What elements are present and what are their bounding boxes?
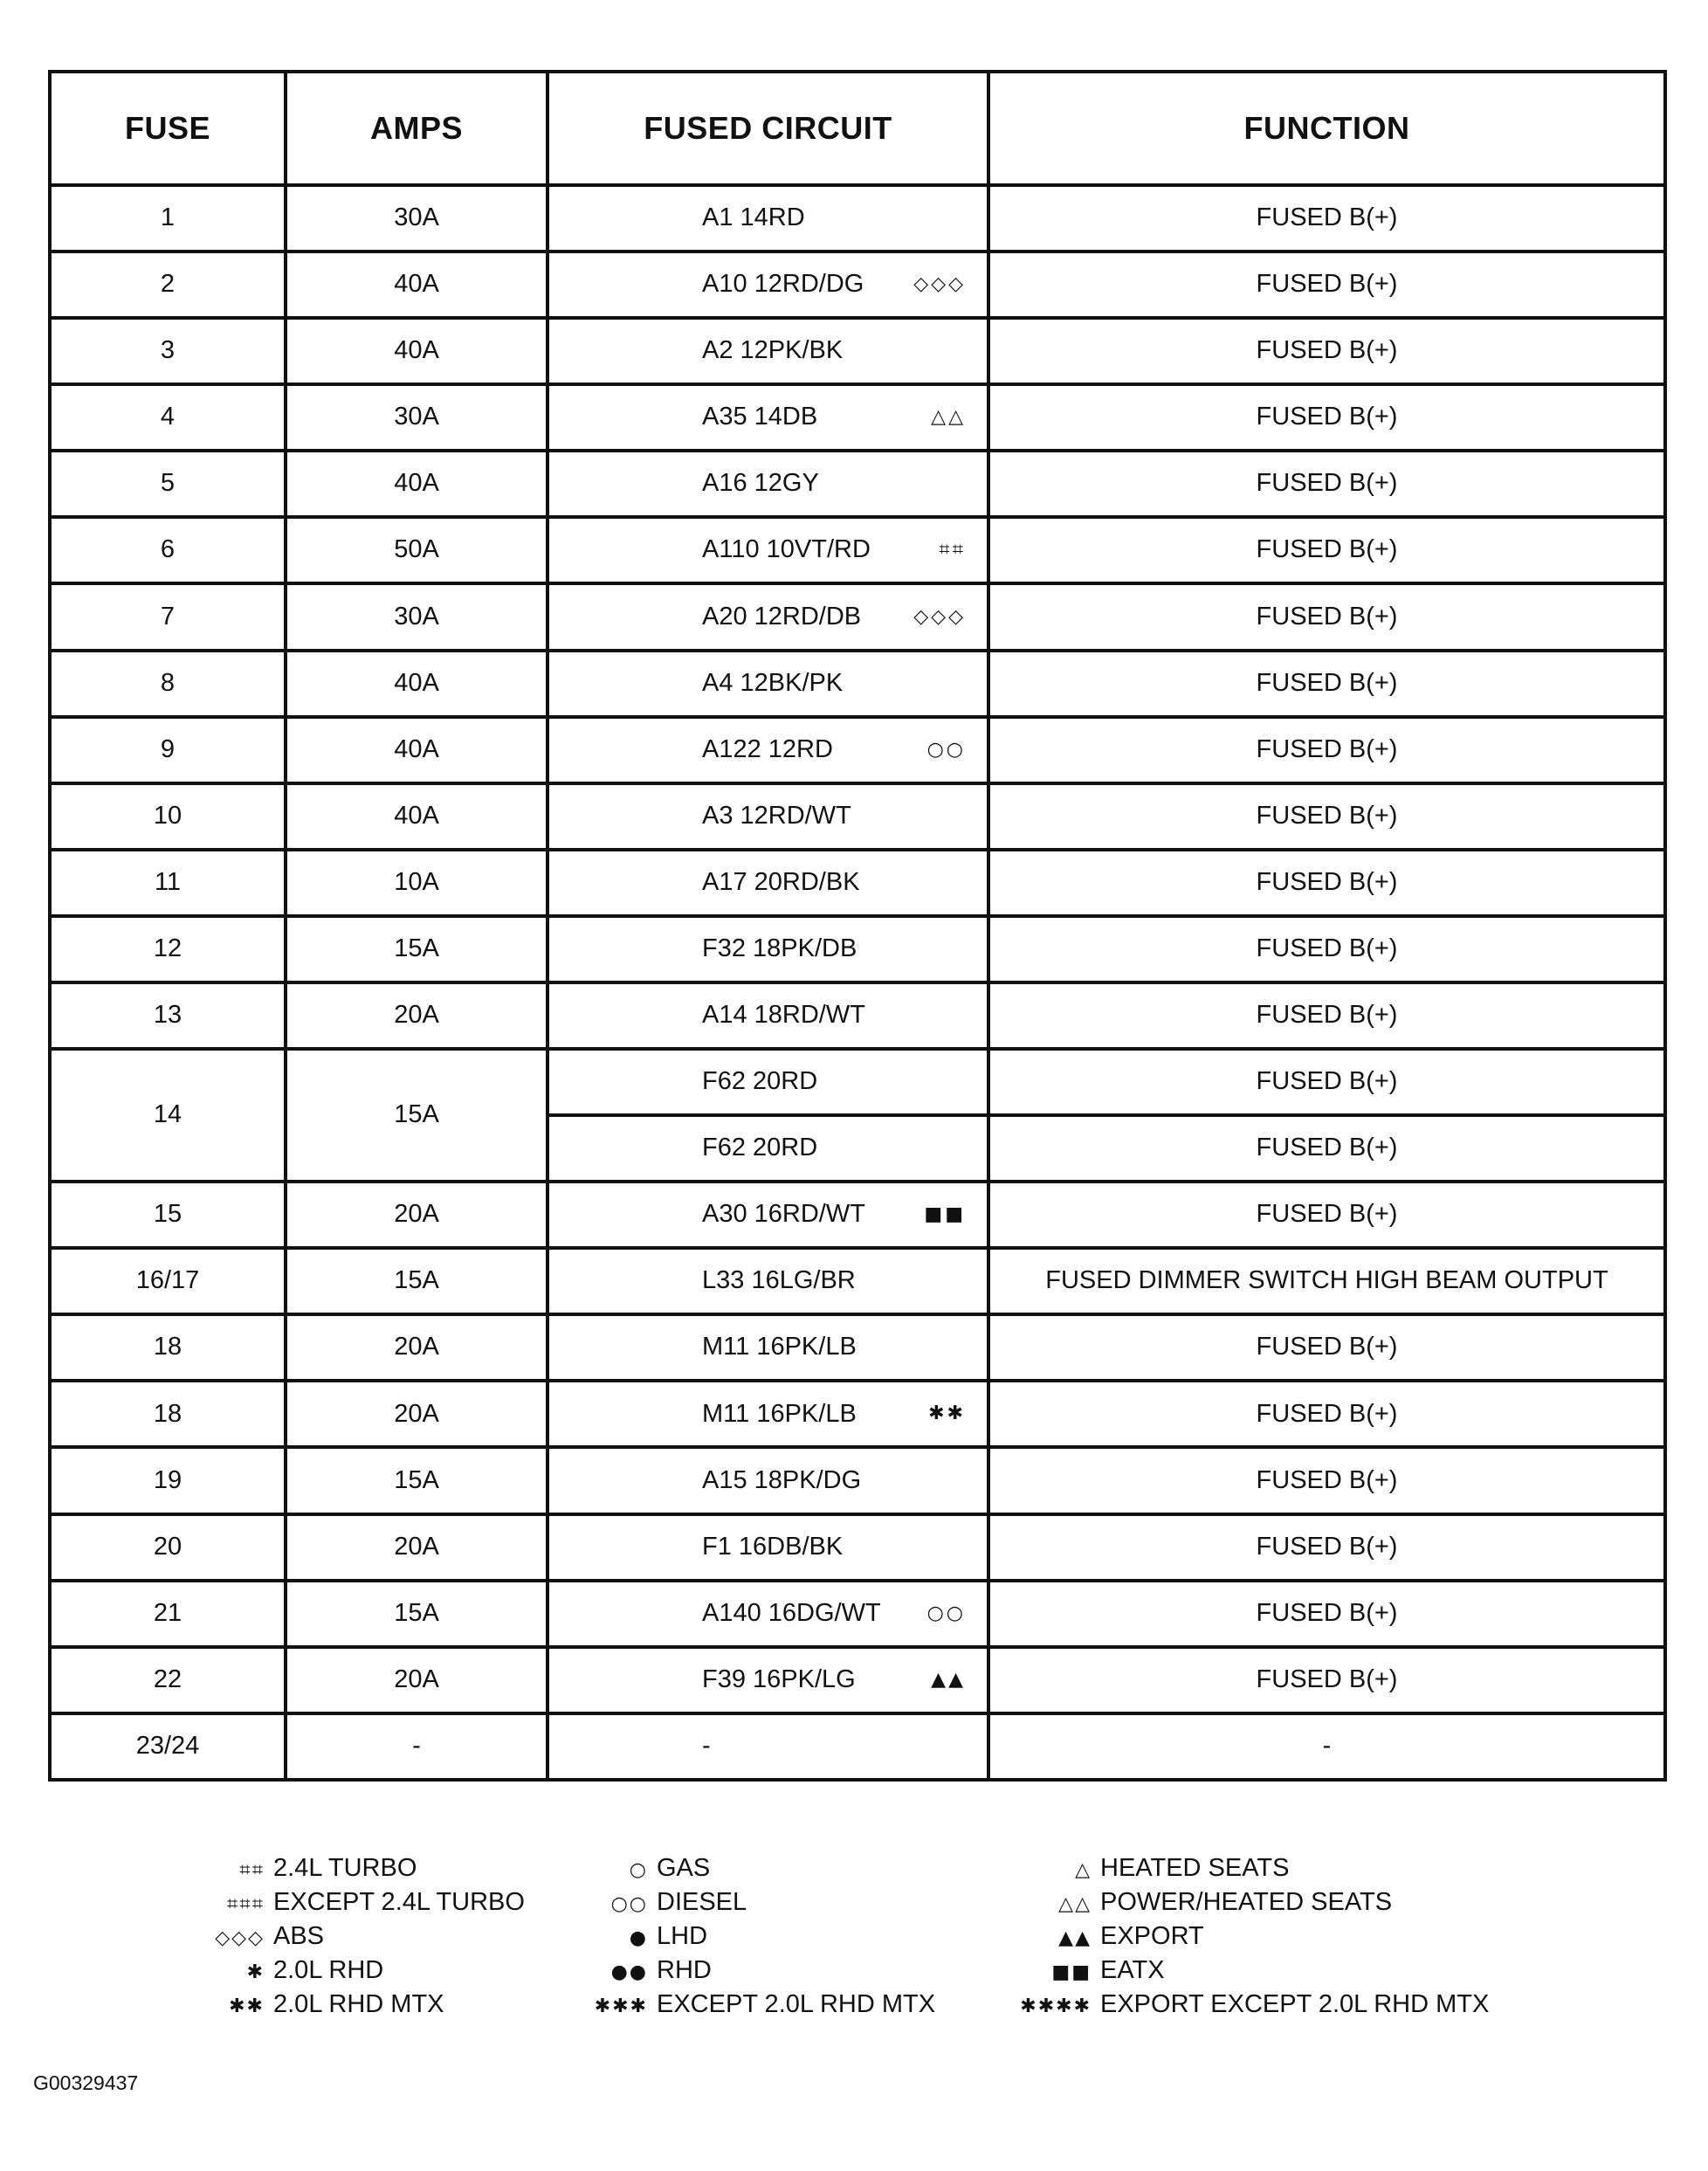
fuse-cell: 6 [50, 517, 286, 583]
fused-circuit-cell [548, 1647, 988, 1713]
amps-cell: 30A [286, 185, 548, 252]
table-row [50, 318, 1665, 384]
fuse-cell: 18 [50, 1381, 286, 1447]
table-row [50, 850, 1665, 916]
fuse-cell: 22 [50, 1647, 286, 1713]
function-cell: FUSED B(+) [988, 1314, 1665, 1381]
fused-circuit-cell [548, 1514, 988, 1581]
circuit-code: A110 10VT/RD [702, 535, 871, 564]
legend-label: 2.0L RHD [273, 1956, 384, 1984]
table-row [50, 783, 1665, 850]
amps-cell: 15A [286, 1248, 548, 1314]
legend-column [1004, 1851, 1489, 2022]
amps-cell: 50A [286, 517, 548, 583]
table-row [50, 1049, 1665, 1115]
circuit-symbol-icon: ◇◇◇ [913, 605, 966, 628]
fused-circuit-cell [548, 1381, 988, 1447]
circuit-code: F32 18PK/DB [702, 934, 857, 962]
circuit-code: A15 18PK/DG [702, 1465, 862, 1494]
function-cell: FUSED B(+) [988, 517, 1665, 583]
amps-cell: 40A [286, 252, 548, 318]
table-row [50, 252, 1665, 318]
circuit-symbol-icon: ■■ [924, 1203, 966, 1226]
legend-symbol-icon: ◇◇◇ [215, 1927, 265, 1949]
legend-symbol-icon: ✱ [246, 1961, 265, 1983]
table-row [50, 1647, 1665, 1713]
function-cell: FUSED B(+) [988, 1049, 1665, 1115]
legend-label: 2.4L TURBO [273, 1854, 417, 1882]
legend-symbol-icon: ⌗⌗ [239, 1859, 265, 1881]
amps-cell: 15A [286, 916, 548, 982]
function-cell: FUSED B(+) [988, 1514, 1665, 1581]
legend-item [188, 1919, 525, 1954]
legend-label: EATX [1100, 1956, 1165, 1984]
fused-circuit-cell [548, 1314, 988, 1381]
fuse-cell: 7 [50, 583, 286, 650]
circuit-symbol-icon: ○○ [926, 1602, 966, 1624]
fused-circuit-cell [548, 1713, 988, 1780]
circuit-code: A35 14DB [702, 403, 818, 431]
circuit-code: A4 12BK/PK [702, 668, 844, 697]
amps-cell: 20A [286, 1514, 548, 1581]
circuit-symbol-icon: ▲▲ [931, 1668, 966, 1691]
amps-cell: 40A [286, 651, 548, 717]
legend-item [1004, 1988, 1489, 2022]
fuse-cell: 10 [50, 783, 286, 850]
legend-item [188, 1988, 525, 2022]
table-row [50, 1447, 1665, 1513]
legend-item [594, 1885, 935, 1919]
circuit-symbol-icon: ✱✱ [928, 1403, 966, 1425]
legend-item [1004, 1919, 1489, 1954]
table-row [50, 583, 1665, 650]
circuit-code: M11 16PK/LB [702, 1333, 857, 1361]
fused-circuit-cell [548, 1581, 988, 1647]
legend-symbol-icon: ✱✱✱✱ [1020, 1995, 1092, 2017]
amps-cell: 40A [286, 318, 548, 384]
fused-circuit-cell [548, 583, 988, 650]
fuse-cell: 4 [50, 384, 286, 451]
fuse-cell: 5 [50, 451, 286, 517]
function-cell: FUSED B(+) [988, 916, 1665, 982]
legend-label: POWER/HEATED SEATS [1100, 1888, 1393, 1916]
circuit-symbol-icon: ⌗⌗ [939, 539, 966, 562]
table-row [50, 916, 1665, 982]
amps-cell: 15A [286, 1049, 548, 1182]
legend [0, 1851, 1708, 2043]
legend-column [188, 1851, 525, 2022]
circuit-code: A10 12RD/DG [702, 270, 864, 299]
fuse-cell: 2 [50, 252, 286, 318]
table-row [50, 384, 1665, 451]
function-cell: FUSED DIMMER SWITCH HIGH BEAM OUTPUT [988, 1248, 1665, 1314]
table-header-row [50, 72, 1665, 185]
fuse-cell: 18 [50, 1314, 286, 1381]
fuse-cell: 8 [50, 651, 286, 717]
legend-symbol-icon: △ [1075, 1859, 1092, 1881]
table-row [50, 1581, 1665, 1647]
fuse-table [48, 70, 1667, 1782]
function-cell: FUSED B(+) [988, 982, 1665, 1049]
circuit-code: L33 16LG/BR [702, 1266, 856, 1295]
legend-symbol-icon: ■■ [1051, 1961, 1092, 1983]
table-row [50, 1381, 1665, 1447]
legend-symbol-icon: ●● [610, 1961, 648, 1983]
circuit-code: A3 12RD/WT [702, 801, 851, 830]
amps-cell: 15A [286, 1447, 548, 1513]
fused-circuit-cell [548, 318, 988, 384]
circuit-code: A2 12PK/BK [702, 336, 844, 365]
function-cell: FUSED B(+) [988, 651, 1665, 717]
legend-symbol-icon: ✱✱ [229, 1995, 265, 2017]
legend-item [1004, 1954, 1489, 1988]
amps-cell: 30A [286, 583, 548, 650]
legend-symbol-icon: ○○ [610, 1893, 648, 1915]
circuit-code: A20 12RD/DB [702, 602, 862, 631]
amps-cell: - [286, 1713, 548, 1780]
table-row [50, 517, 1665, 583]
legend-item [1004, 1851, 1489, 1885]
legend-label: DIESEL [657, 1888, 747, 1916]
fused-circuit-cell [548, 252, 988, 318]
function-cell: - [988, 1713, 1665, 1780]
circuit-symbol-icon: ◇◇◇ [913, 273, 966, 296]
table-row [50, 651, 1665, 717]
legend-symbol-icon: ● [629, 1927, 648, 1949]
legend-label: 2.0L RHD MTX [273, 1990, 444, 2018]
fuse-cell: 13 [50, 982, 286, 1049]
fuse-cell: 14 [50, 1049, 286, 1182]
amps-cell: 40A [286, 783, 548, 850]
fused-circuit-cell [548, 1447, 988, 1513]
function-cell: FUSED B(+) [988, 1447, 1665, 1513]
circuit-code: A122 12RD [702, 734, 833, 763]
amps-cell: 20A [286, 1647, 548, 1713]
table-row [50, 1514, 1665, 1581]
fused-circuit-cell [548, 1115, 988, 1182]
fuse-cell: 16/17 [50, 1248, 286, 1314]
circuit-code: A30 16RD/WT [702, 1200, 865, 1229]
function-cell: FUSED B(+) [988, 783, 1665, 850]
figure-id: G00329437 [33, 2071, 139, 2094]
fused-circuit-cell [548, 1182, 988, 1248]
fuse-cell: 9 [50, 717, 286, 783]
legend-label: ABS [273, 1922, 325, 1950]
fused-circuit-cell [548, 850, 988, 916]
fused-circuit-cell [548, 185, 988, 252]
amps-cell: 15A [286, 1581, 548, 1647]
circuit-symbol-icon: △△ [931, 406, 966, 429]
fused-circuit-cell [548, 783, 988, 850]
function-cell: FUSED B(+) [988, 318, 1665, 384]
legend-label: LHD [657, 1922, 708, 1950]
fused-circuit-cell [548, 982, 988, 1049]
table-row [50, 1713, 1665, 1780]
legend-symbol-icon: ⌗⌗⌗ [226, 1893, 265, 1915]
fused-circuit-cell [548, 1248, 988, 1314]
legend-symbol-icon: ✱✱✱ [594, 1995, 648, 2017]
circuit-code: A1 14RD [702, 203, 805, 232]
legend-item [188, 1954, 525, 1988]
amps-cell: 20A [286, 982, 548, 1049]
circuit-code: A140 16DG/WT [702, 1598, 881, 1627]
legend-symbol-icon: ▲▲ [1058, 1927, 1092, 1949]
fused-circuit-cell [548, 1049, 988, 1115]
header-amps: AMPS [286, 72, 548, 185]
legend-label: EXPORT [1100, 1922, 1204, 1950]
fuse-cell: 11 [50, 850, 286, 916]
circuit-code: F62 20RD [702, 1134, 818, 1162]
legend-symbol-icon: ○ [629, 1859, 648, 1881]
amps-cell: 40A [286, 717, 548, 783]
amps-cell: 20A [286, 1314, 548, 1381]
legend-item [594, 1954, 935, 1988]
table-row [50, 1314, 1665, 1381]
function-cell: FUSED B(+) [988, 717, 1665, 783]
function-cell: FUSED B(+) [988, 850, 1665, 916]
table-row [50, 717, 1665, 783]
legend-symbol-icon: △△ [1058, 1893, 1092, 1915]
circuit-code: M11 16PK/LB [702, 1399, 857, 1428]
fuse-cell: 19 [50, 1447, 286, 1513]
header-fused-circuit: FUSED CIRCUIT [548, 72, 988, 185]
fuse-cell: 21 [50, 1581, 286, 1647]
function-cell: FUSED B(+) [988, 1182, 1665, 1248]
legend-item [594, 1988, 935, 2022]
legend-item [594, 1919, 935, 1954]
circuit-code: A17 20RD/BK [702, 867, 860, 896]
legend-label: EXCEPT 2.0L RHD MTX [657, 1990, 936, 2018]
function-cell: FUSED B(+) [988, 1647, 1665, 1713]
table-row [50, 982, 1665, 1049]
circuit-code: F1 16DB/BK [702, 1532, 844, 1561]
fused-circuit-cell [548, 916, 988, 982]
function-cell: FUSED B(+) [988, 1581, 1665, 1647]
circuit-code: F62 20RD [702, 1067, 818, 1096]
fuse-cell: 1 [50, 185, 286, 252]
table-row [50, 1182, 1665, 1248]
function-cell: FUSED B(+) [988, 451, 1665, 517]
fused-circuit-cell [548, 517, 988, 583]
legend-label: EXCEPT 2.4L TURBO [273, 1888, 525, 1916]
fuse-cell: 3 [50, 318, 286, 384]
circuit-code: A14 18RD/WT [702, 1001, 865, 1030]
header-function: FUNCTION [988, 72, 1665, 185]
amps-cell: 40A [286, 451, 548, 517]
amps-cell: 10A [286, 850, 548, 916]
amps-cell: 30A [286, 384, 548, 451]
function-cell: FUSED B(+) [988, 252, 1665, 318]
circuit-code: F39 16PK/LG [702, 1664, 856, 1693]
function-cell: FUSED B(+) [988, 1381, 1665, 1447]
amps-cell: 20A [286, 1381, 548, 1447]
circuit-code: A16 12GY [702, 469, 819, 498]
legend-label: EXPORT EXCEPT 2.0L RHD MTX [1100, 1990, 1490, 2018]
fused-circuit-cell [548, 717, 988, 783]
legend-item [1004, 1885, 1489, 1919]
fuse-cell: 12 [50, 916, 286, 982]
fuse-cell: 15 [50, 1182, 286, 1248]
fuse-cell: 23/24 [50, 1713, 286, 1780]
table-row [50, 185, 1665, 252]
table-row [50, 451, 1665, 517]
function-cell: FUSED B(+) [988, 185, 1665, 252]
function-cell: FUSED B(+) [988, 1115, 1665, 1182]
fused-circuit-cell [548, 451, 988, 517]
fuse-cell: 20 [50, 1514, 286, 1581]
circuit-code: - [702, 1731, 711, 1760]
header-fuse: FUSE [50, 72, 286, 185]
function-cell: FUSED B(+) [988, 583, 1665, 650]
legend-item [594, 1851, 935, 1885]
circuit-symbol-icon: ○○ [926, 738, 966, 761]
legend-item [188, 1885, 525, 1919]
fused-circuit-cell [548, 384, 988, 451]
fused-circuit-cell [548, 651, 988, 717]
legend-label: HEATED SEATS [1100, 1854, 1290, 1882]
legend-label: GAS [657, 1854, 711, 1882]
function-cell: FUSED B(+) [988, 384, 1665, 451]
table-row [50, 1248, 1665, 1314]
legend-column [594, 1851, 935, 2022]
legend-item [188, 1851, 525, 1885]
legend-label: RHD [657, 1956, 712, 1984]
amps-cell: 20A [286, 1182, 548, 1248]
table-body [50, 185, 1665, 1780]
